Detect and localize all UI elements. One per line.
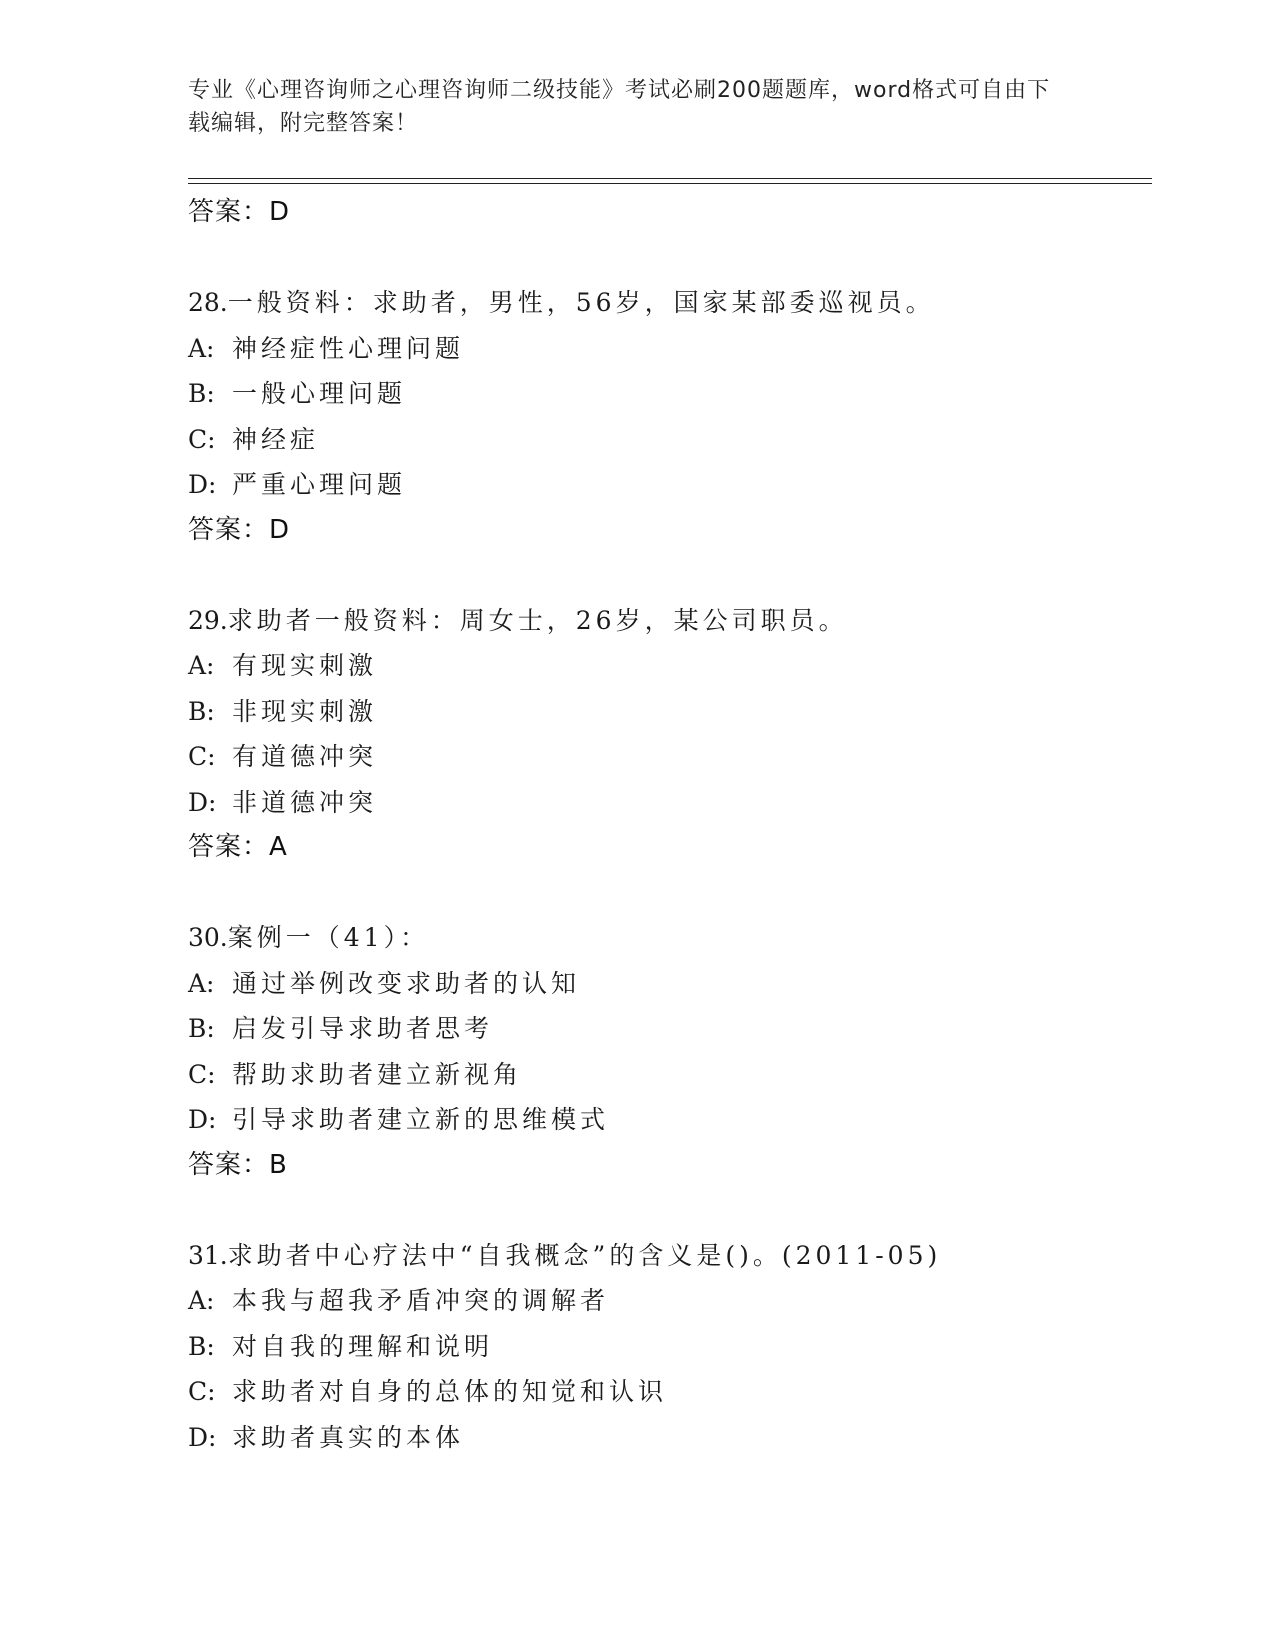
answer-line: 答案：B [188,1149,288,1180]
question-number: 29. [188,605,228,635]
answer-line: 答案：D [188,197,291,227]
question-28 [188,280,1148,553]
option-d: D: 严重心理问题 [188,470,407,499]
question-number: 30. [188,923,228,952]
answer-line: 答案：D [188,514,291,545]
question-stem [188,1233,1148,1279]
question-stem [188,598,1148,644]
option-b: B: 一般心理问题 [188,379,407,408]
option-c: C: 有道德冲突 [188,742,378,771]
document-body [188,190,1148,1460]
question-31 [188,1233,1148,1461]
option-b: B: 非现实刺激 [188,696,378,726]
option-c: C: 求助者对自身的总体的知觉和认识 [188,1377,668,1406]
question-stem [188,915,1148,961]
header-divider-top [188,178,1152,179]
option-a: A: 本我与超我矛盾冲突的调解者 [188,1286,610,1315]
question-29 [188,598,1148,871]
answer-value: D [269,197,291,227]
option-d: D: 引导求助者建立新的思维模式 [188,1105,610,1134]
option-a: A: 通过举例改变求助者的认知 [188,968,581,998]
option-c: C: 神经症 [188,424,320,454]
option-b: B: 启发引导求助者思考 [188,1014,494,1043]
option-d: D: 求助者真实的本体 [188,1422,465,1452]
question-text: 求助者中心疗法中“自我概念”的含义是()。(2011-05) [227,1240,942,1270]
option-a: A: 神经症性心理问题 [188,333,465,363]
question-text: 求助者一般资料：周女士，26岁，某公司职员。 [227,605,848,635]
question-text: 案例一（41）： [227,923,430,952]
option-d: D: 非道德冲突 [188,787,378,817]
answer-line: 答案：A [188,832,288,862]
document-header [188,74,1068,140]
header-text: 专业《心理咨询师之心理咨询师二级技能》考试必刷200题题库，word格式可自由下载编辑，附完整答案！ [188,78,1051,136]
option-b: B: 对自我的理解和说明 [188,1331,494,1361]
question-number: 31. [188,1240,228,1270]
question-number: 28. [188,288,228,317]
question-30 [188,915,1148,1188]
header-divider-bottom [188,183,1152,184]
option-c: C: 帮助求助者建立新视角 [188,1059,523,1089]
option-a: A: 有现实刺激 [188,651,378,680]
question-stem [188,280,1148,326]
question-text: 一般资料：求助者，男性，56岁，国家某部委巡视员。 [227,288,935,317]
